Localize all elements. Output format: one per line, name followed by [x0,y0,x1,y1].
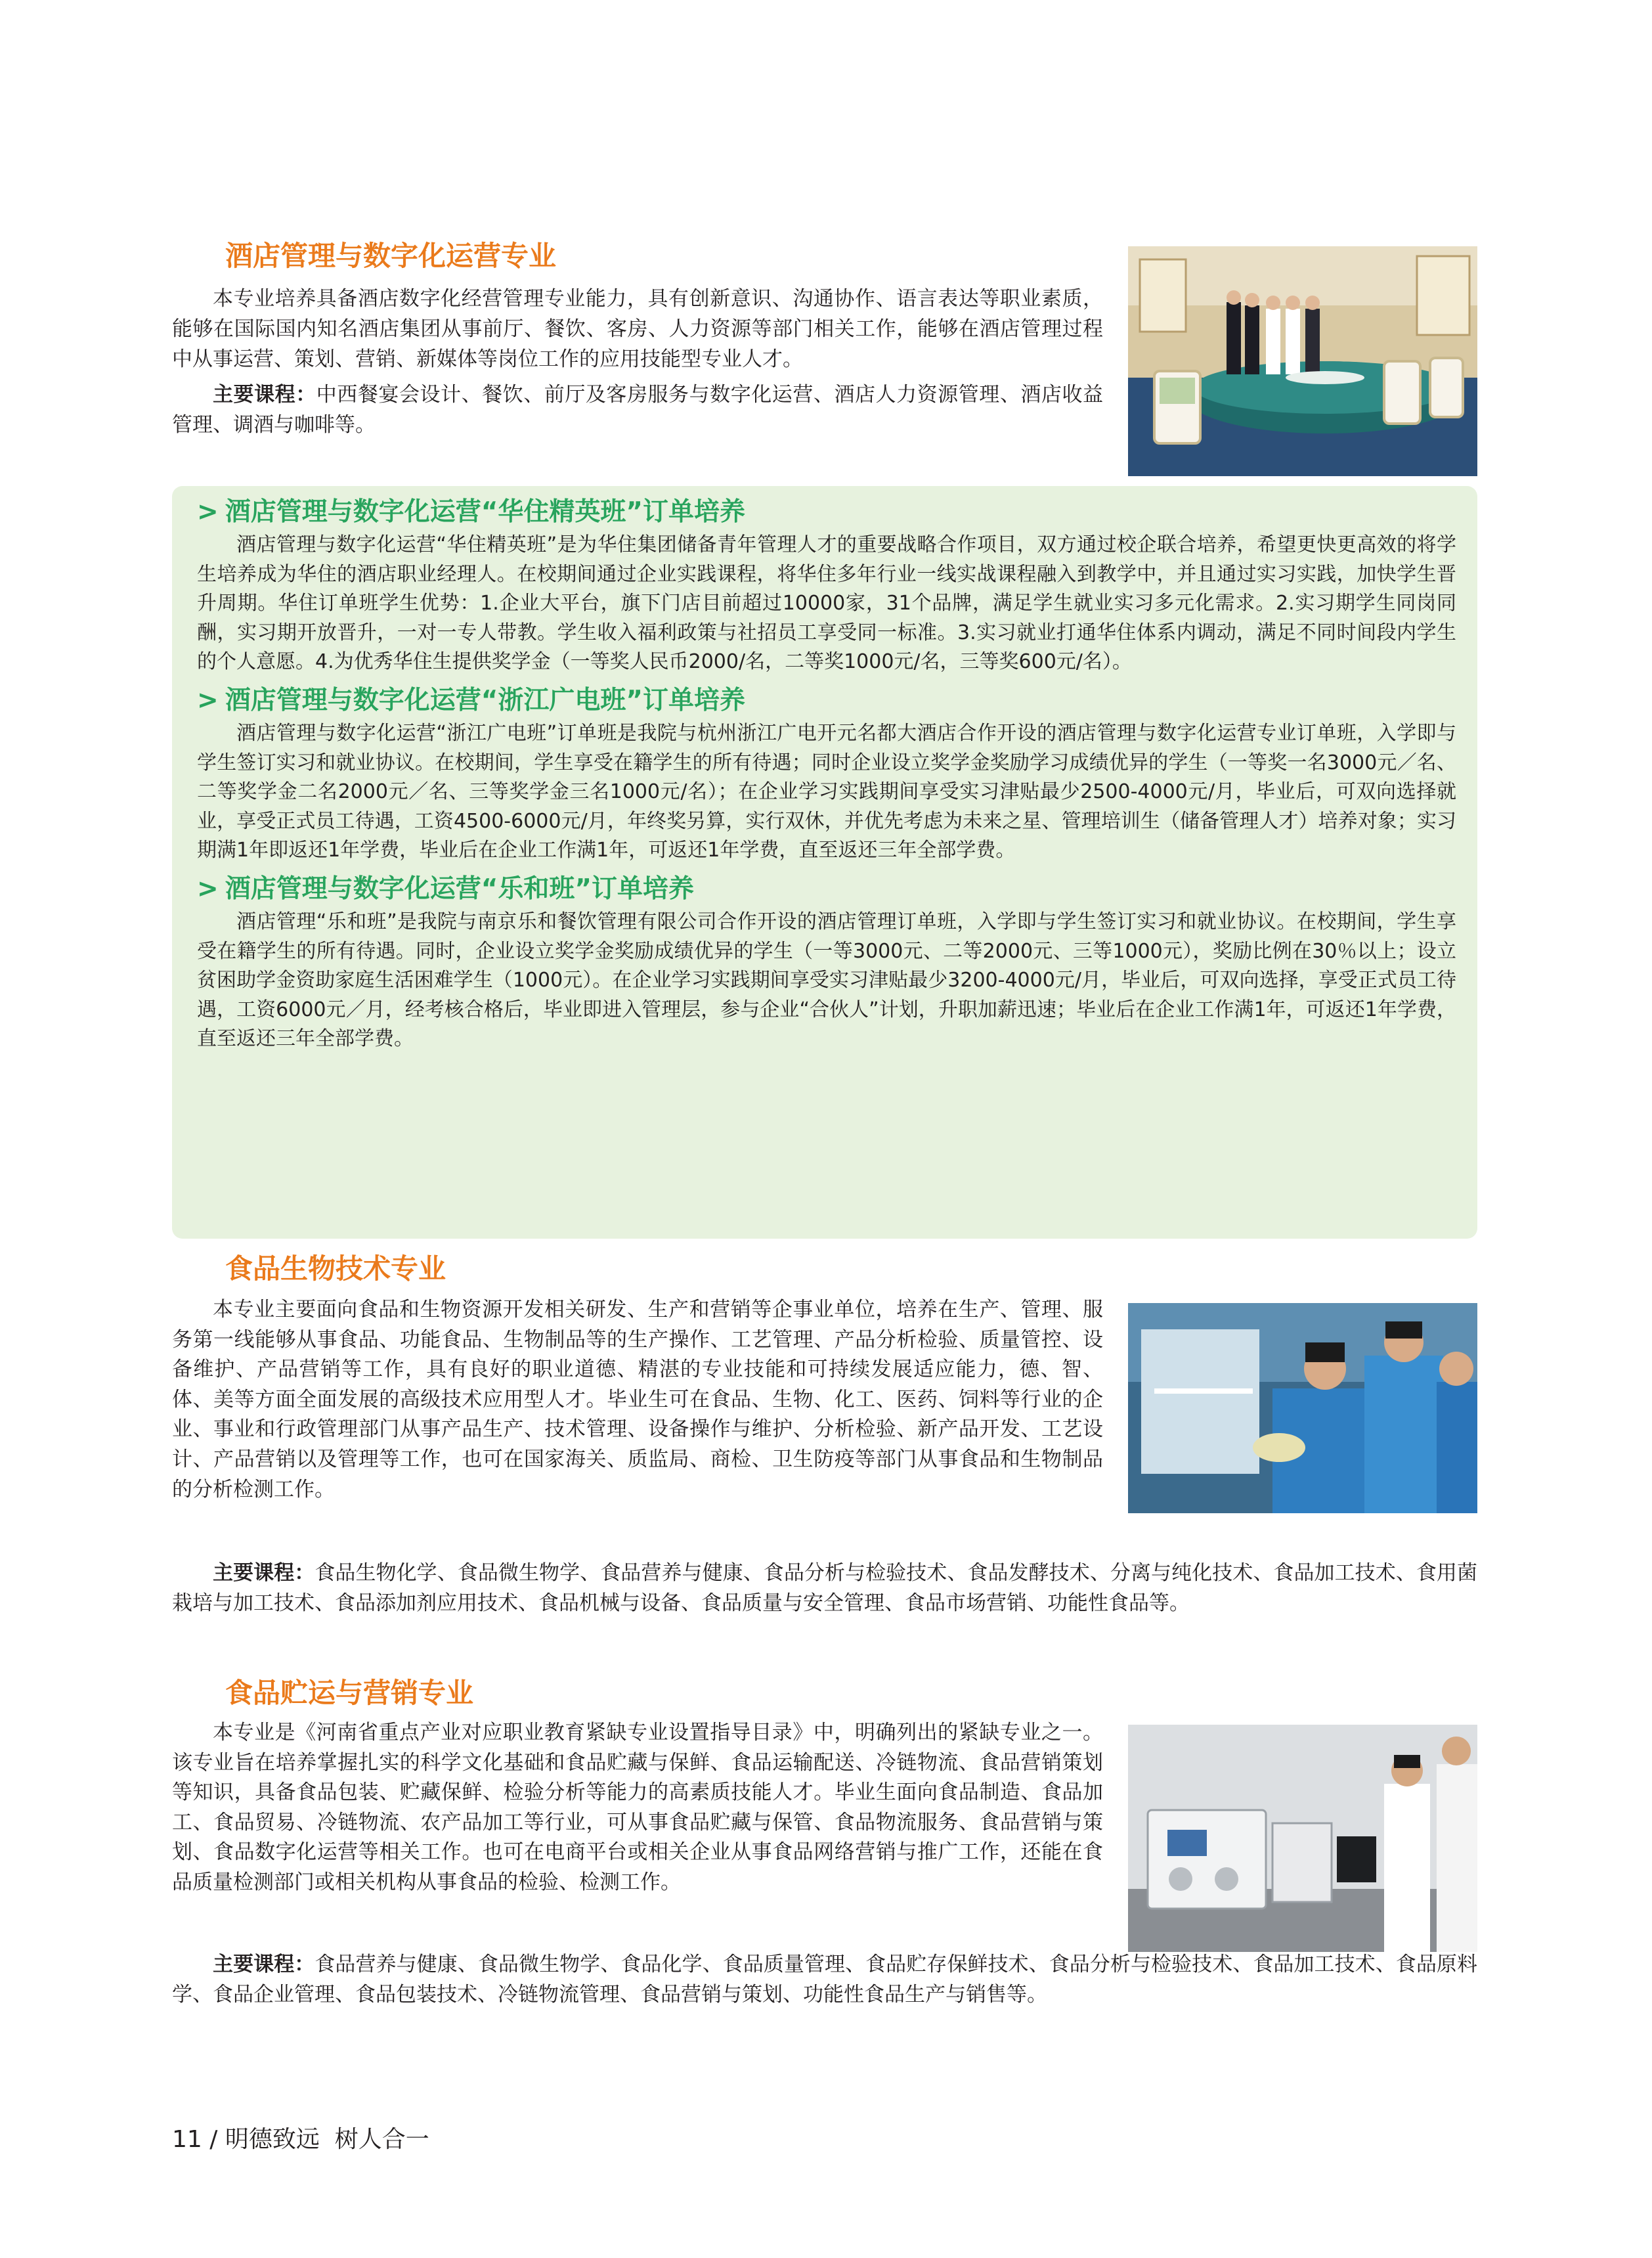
section-title-storage: 食品贮运与营销专业 [225,1677,474,1709]
section-title-hotel: 酒店管理与数字化运营专业 [225,240,557,272]
hotel-restaurant-photo [1128,246,1477,476]
storage-intro: 本专业是《河南省重点产业对应职业教育紧缺专业设置指导目录》中，明确列出的紧缺专业之一。该专业旨在培养掌握扎实的科学文化基础和食品贮藏与保鲜、食品运输配送、冷链物流、食品营销策划等知识，具备食品包装、贮藏保鲜、检验分析等能力的高素质技能人才。毕业生面向食品制造、食品加工、食品贸易、冷链物流、农产品加工等行业，可从事食品贮藏与保管、食品物流服务、食品营销与策划、食品数字化运营等相关工作。也可在电商平台或相关企业从事食品网络营销与推广工作，还能在食品质量检测部门或相关机构从事食品的检验、检测工作。 [172,1721,1103,1894]
hotel-courses: 主要课程：中西餐宴会设计、餐饮、前厅及客房服务与数字化运营、酒店人力资源管理、酒店收益管理、调酒与咖啡等。 [172,383,1104,437]
arrow-right-icon: > [197,497,219,527]
program-title-lehe: > 酒店管理与数字化运营“乐和班”订单培养 [197,874,694,904]
storage-lab-photo [1128,1725,1477,1952]
program-title-zhejiang: > 酒店管理与数字化运营“浙江广电班”订单培养 [197,685,745,715]
section-title-biotech: 食品生物技术专业 [225,1252,446,1285]
order-programs-list [197,494,1456,1059]
program-text-zhejiang: 酒店管理与数字化运营“浙江广电班”订单班是我院与杭州浙江广电开元名都大酒店合作开设的酒店管理与数字化运营专业订单班，入学即与学生签订实习和就业协议。在校期间，学生享受在籍学生的所有待遇；同时企业设立奖学金奖励学习成绩优异的学生（一等奖一名3000元／名、二等奖学金二名2000元／名、三等奖学金三名1000元/名）；在企业学习实践期间享受实习津贴最少2500-4000元/月，毕业后，可双向选择就业，享受正式员工待遇，工资4500-6000元/月，年终奖另算，实行双休，并优先考虑为未来之星、管理培训生（储备管理人才）培养对象；实习期满1年即返还1年学费，毕业后在企业工作满1年，可返还1年学费，直至返还三年全部学费。 [197,721,1456,862]
section-body-biotech [172,1295,1103,1505]
biotech-courses-block [172,1558,1477,1618]
biotech-courses: 主要课程：食品生物化学、食品微生物学、食品营养与健康、食品分析与检验技术、食品发酵技术、分离与纯化技术、食品加工技术、食用菌栽培与加工技术、食品添加剂应用技术、食品机械与设备、食品质量与安全管理、食品市场营销、功能性食品等。 [172,1561,1477,1615]
arrow-right-icon: > [197,685,219,715]
storage-courses: 主要课程：食品营养与健康、食品微生物学、食品化学、食品质量管理、食品贮存保鲜技术、食品分析与检验技术、食品加工技术、食品原料学、食品企业管理、食品包装技术、冷链物流管理、食品营销与策划、功能性食品生产与销售等。 [172,1953,1477,2006]
program-title-huazhu: > 酒店管理与数字化运营“华住精英班”订单培养 [197,497,745,527]
footer-separator: / [209,2126,218,2153]
course-label: 主要课程： [213,1561,315,1585]
biotech-lab-photo [1128,1303,1477,1513]
biotech-intro: 本专业主要面向食品和生物资源开发相关研发、生产和营销等企事业单位，培养在生产、管理、服务第一线能够从事食品、功能食品、生物制品等的生产操作、工艺管理、产品分析检验、质量管控、设备维护、产品营销等工作，具有良好的职业道德、精湛的专业技能和可持续发展适应能力，德、智、体、美等方面全面发展的高级技术应用型人才。毕业生可在食品、生物、化工、医药、饲料等行业的企业、事业和行政管理部门从事产品生产、技术管理、设备操作与维护、分析检验、新产品开发、工艺设计、产品营销以及管理等工作，也可在国家海关、质监局、商检、卫生防疫等部门从事食品和生物制品的分析检测工作。 [172,1298,1103,1501]
program-text-huazhu: 酒店管理与数字化运营“华住精英班”是为华住集团储备青年管理人才的重要战略合作项目，双方通过校企联合培养，希望更快更高效的将学生培养成为华住的酒店职业经理人。在校期间通过企业实践课程，将华住多年行业一线实战课程融入到教学中，并且通过实习实践，加快学生晋升周期。华住订单班学生优势：1.企业大平台，旗下门店目前超过10000家，31个品牌，满足学生就业实习多元化需求。2.实习期学生同岗同酬，实习期开放晋升，一对一专人带教。学生收入福利政策与社招员工享受同一标准。3.实习就业打通华住体系内调动，满足不同时间段内学生的个人意愿。4.为优秀华住生提供奖学金（一等奖人民币2000/名，二等奖1000元/名，三等奖600元/名）。 [197,533,1456,674]
program-text-lehe: 酒店管理“乐和班”是我院与南京乐和餐饮管理有限公司合作开设的酒店管理订单班，入学即与学生签订实习和就业协议。在校期间，学生享受在籍学生的所有待遇。同时，企业设立奖学金奖励成绩优异的学生（一等3000元、二等2000元、三等1000元），奖励比例在30％以上；设立贫困助学金资助家庭生活困难学生（1000元）。在企业学习实践期间享受实习津贴最少3200-4000元/月，毕业后，可双向选择，享受正式员工待遇，工资6000元／月，经考核合格后，毕业即进入管理层，参与企业“合伙人”计划，升职加薪迅速；毕业后在企业工作满1年，可返还1年学费，直至返还三年全部学费。 [197,910,1456,1051]
hotel-intro: 本专业培养具备酒店数字化经营管理专业能力，具有创新意识、沟通协作、语言表达等职业素质，能够在国际国内知名酒店集团从事前厅、餐饮、客房、人力资源等部门相关工作，能够在酒店管理过程中从事运营、策划、营销、新媒体等岗位工作的应用技能型专业人才。 [172,287,1103,371]
section-body-storage [172,1718,1103,1898]
course-label: 主要课程： [213,383,316,407]
storage-courses-block [172,1949,1477,2010]
footer-slogan: 明德致远 树人合一 [225,2126,429,2153]
section-body-hotel [172,284,1103,440]
page-footer [172,2125,429,2154]
page-number: 11 [172,2126,202,2153]
course-label: 主要课程： [213,1953,315,1976]
arrow-right-icon: > [197,874,219,904]
